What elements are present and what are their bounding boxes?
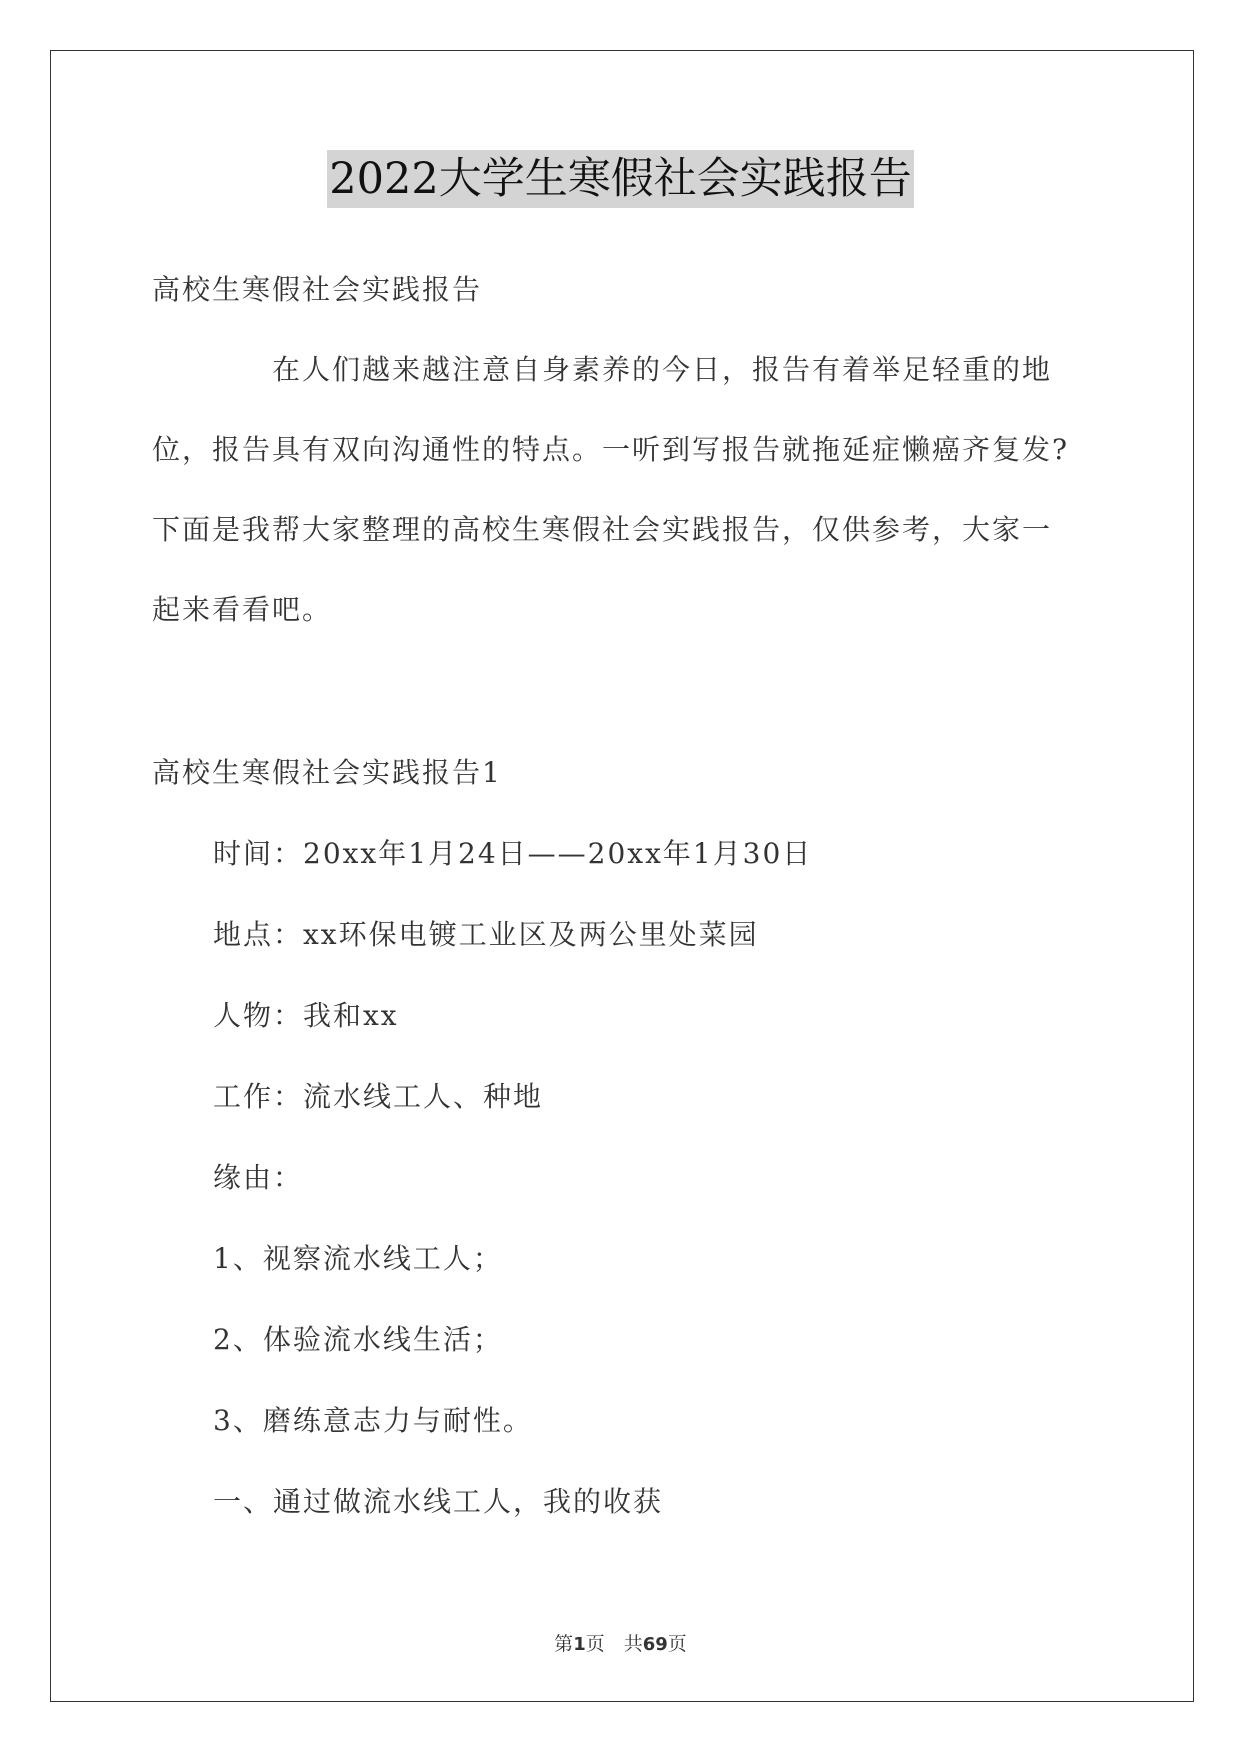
footer-page-total: 69: [642, 1634, 668, 1655]
reason-item: 1、视察流水线工人；: [213, 1242, 503, 1275]
detail-location: 地点：xx环保电镀工业区及两公里处菜园: [213, 918, 759, 951]
title-container: [0, 150, 1241, 208]
detail-work: 工作：流水线工人、种地: [213, 1080, 544, 1113]
intro-line-1: 在人们越来越注意自身素养的今日，报告有着举足轻重的地: [272, 353, 1053, 386]
section-heading: 高校生寒假社会实践报告1: [152, 756, 502, 789]
reason-item: 3、磨练意志力与耐性。: [213, 1404, 533, 1437]
footer-page-number: 1: [573, 1634, 586, 1655]
intro-line-3: 下面是我帮大家整理的高校生寒假社会实践报告，仅供参考，大家一: [152, 513, 1053, 546]
reason-item: 2、体验流水线生活；: [213, 1323, 503, 1356]
detail-people: 人物：我和xx: [213, 999, 399, 1032]
footer-page-mid: 页 共: [585, 1633, 643, 1655]
detail-time: 时间：20xx年1月24日——20xx年1月30日: [213, 837, 813, 870]
footer-page-suffix: 页: [667, 1633, 687, 1655]
document-title: 2022大学生寒假社会实践报告: [327, 150, 913, 208]
detail-reason-label: 缘由：: [213, 1161, 304, 1194]
subheading: 一、通过做流水线工人，我的收获: [213, 1485, 664, 1518]
page-footer: [0, 1632, 1241, 1657]
intro-line-4: 起来看看吧。: [152, 593, 333, 626]
intro-line-2: 位，报告具有双向沟通性的特点。一听到写报告就拖延症懒癌齐复发?: [152, 433, 1070, 466]
document-subtitle: 高校生寒假社会实践报告: [152, 273, 483, 306]
footer-page-prefix: 第: [554, 1633, 574, 1655]
